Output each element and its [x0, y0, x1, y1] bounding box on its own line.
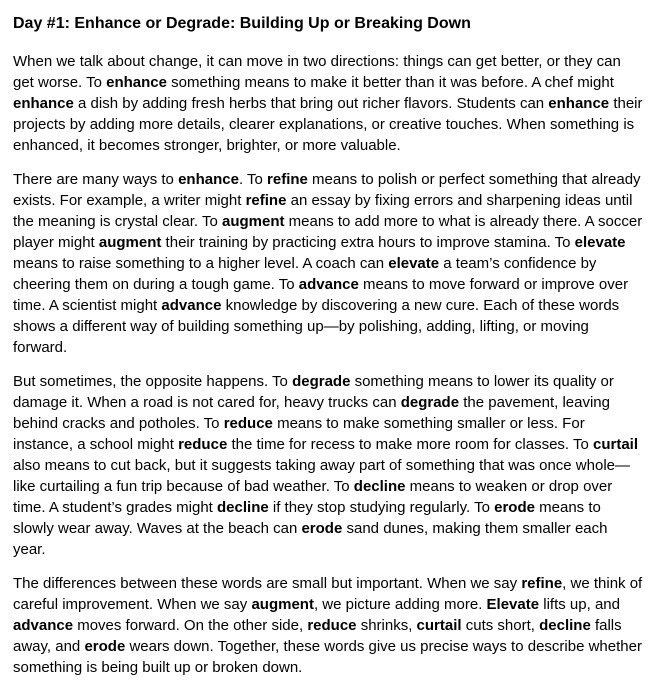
bold-term: advance — [161, 297, 222, 314]
text-run: their training by practicing extra hours to improve stamina. To — [161, 234, 575, 251]
bold-term: reduce — [178, 436, 228, 453]
bold-term: curtail — [592, 436, 638, 453]
text-run: cuts short, — [461, 617, 540, 634]
bold-term: augment — [251, 596, 314, 613]
bold-term: decline — [217, 499, 269, 516]
bold-term: enhance — [178, 171, 239, 188]
text-run: falls away, and — [13, 617, 622, 655]
bold-term: advance — [298, 276, 359, 293]
text-run: , we picture adding more. — [313, 596, 487, 613]
bold-term: augment — [98, 234, 162, 251]
paragraph-1 — [13, 51, 643, 156]
paragraph-2 — [13, 169, 643, 358]
bold-term: erode — [494, 499, 535, 516]
text-run: means to weaken or drop over time. A student’s grades might — [13, 478, 613, 516]
bold-term: degrade — [292, 373, 351, 390]
text-run: an essay by fixing errors and sharpening ideas until the meaning is crystal clear. To — [13, 192, 633, 230]
text-run: if they stop studying regularly. To — [268, 499, 495, 516]
text-run: means to make something smaller or less. For instance, a school might — [13, 415, 585, 453]
text-run: shrinks, — [356, 617, 417, 634]
bold-term: erode — [301, 520, 343, 537]
bold-term: augment — [222, 213, 285, 230]
text-run: also means to cut back, but it suggests taking away part of something that was once whole—like curtailing a fun trip because of bad weather. To — [13, 457, 630, 495]
text-run: a dish by adding fresh herbs that bring out richer flavors. Students can — [73, 95, 549, 112]
text-run: a team’s confidence by cheering them on during a tough game. To — [13, 255, 597, 293]
text-run: sand dunes, making them smaller each year. — [13, 520, 608, 558]
bold-term: degrade — [400, 394, 460, 411]
bold-term: refine — [245, 192, 287, 209]
bold-term: Elevate — [486, 596, 540, 613]
bold-term: enhance — [548, 95, 610, 112]
text-run: something means to make it better than it was before. A chef might — [166, 74, 614, 91]
text-run: means to polish or perfect something that already exists. For example, a writer might — [13, 171, 641, 209]
text-run: means to move forward or improve over time. A scientist might — [13, 276, 629, 314]
bold-term: enhance — [106, 74, 167, 91]
text-run: . To — [238, 171, 268, 188]
bold-term: decline — [539, 617, 591, 634]
bold-term: curtail — [416, 617, 462, 634]
text-run: But sometimes, the opposite happens. To — [13, 373, 293, 390]
text-run: their projects by adding more details, clearer explanations, or creative touches. When something is enhanced, it becomes stronger, brighter, or more valuable. — [13, 95, 643, 154]
bold-term: reduce — [307, 617, 357, 634]
bold-term: elevate — [574, 234, 626, 251]
text-run: the pavement, leaving behind cracks and potholes. To — [13, 394, 610, 432]
bold-term: erode — [84, 638, 126, 655]
text-run: , we think of careful improvement. When we say — [13, 575, 643, 613]
paragraph-4 — [13, 573, 643, 678]
bold-term: refine — [521, 575, 563, 592]
bold-term: decline — [353, 478, 406, 495]
text-run: the time for recess to make more room for classes. To — [227, 436, 593, 453]
text-run: means to raise something to a higher level. A coach can — [13, 255, 389, 272]
text-run: something means to lower its quality or damage it. When a road is not cared for, heavy trucks can — [13, 373, 614, 411]
bold-term: refine — [267, 171, 308, 188]
text-run: The differences between these words are small but important. When we say — [13, 575, 522, 592]
text-run: There are many ways to — [13, 171, 179, 188]
text-run: wears down. Together, these words give us precise ways to describe whether something is being built up or broken down. — [13, 638, 642, 676]
text-run: means to add more to what is already there. A soccer player might — [13, 213, 643, 251]
text-run: When we talk about change, it can move in two directions: things can get better, or they can get worse. To — [13, 53, 621, 91]
text-run: knowledge by discovering a new cure. Each of these words shows a different way of building something up—by polishing, adding, lifting, or moving forward. — [13, 297, 620, 356]
text-run: lifts up, and — [539, 596, 620, 613]
text-run: means to slowly wear away. Waves at the beach can — [13, 499, 601, 537]
bold-term: enhance — [13, 95, 74, 112]
bold-term: reduce — [223, 415, 273, 432]
document-title: Day #1: Enhance or Degrade: Building Up or Breaking Down — [13, 15, 471, 32]
bold-term: elevate — [388, 255, 440, 272]
bold-term: advance — [13, 617, 74, 634]
text-run: moves forward. On the other side, — [73, 617, 308, 634]
paragraph-3 — [13, 371, 643, 560]
